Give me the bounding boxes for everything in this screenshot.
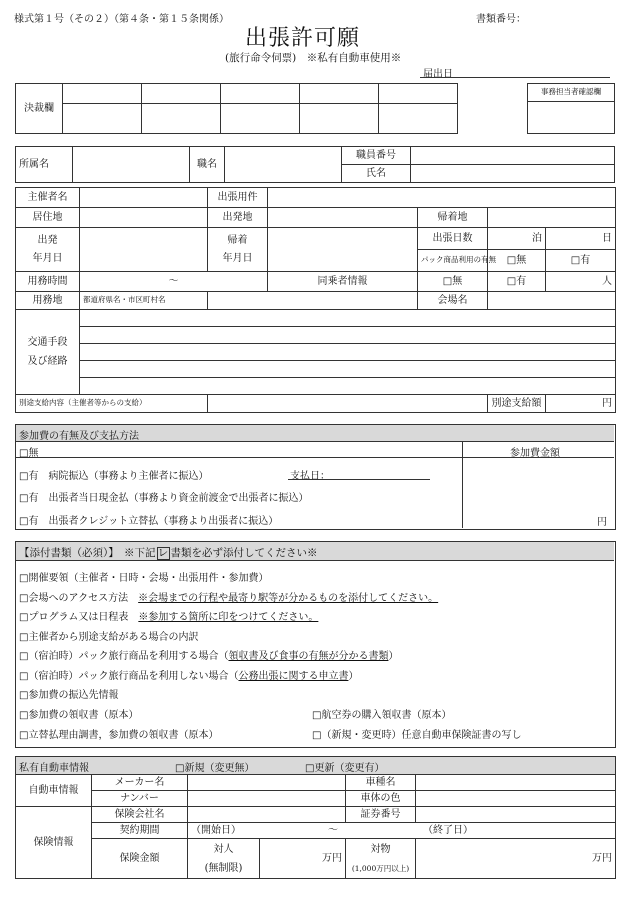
attachment-item[interactable] bbox=[19, 647, 609, 667]
business-hours-value[interactable] bbox=[80, 272, 268, 292]
separate-payment-label: 別途支給内容（主催者等からの支給） bbox=[16, 395, 208, 413]
attachment-item-note: 公務出張に関する申立書 bbox=[238, 670, 349, 682]
staff-table bbox=[15, 146, 615, 183]
property-label-1: 対物 bbox=[370, 843, 391, 855]
route-line[interactable] bbox=[80, 361, 616, 378]
destination-hint: 都道府県名・市区町村名 bbox=[80, 292, 208, 310]
check-mark-icon: レ bbox=[157, 547, 169, 559]
fee-option-transfer[interactable]: □有 病院振込（事務より主催者に振込） bbox=[19, 471, 209, 482]
approval-cell[interactable] bbox=[300, 104, 379, 134]
attach-reimburse[interactable]: □立替払理由調書，参加費の領収書（原本） bbox=[19, 730, 219, 741]
fee-divider bbox=[462, 441, 463, 528]
companion-label: 同乗者情報 bbox=[268, 272, 418, 292]
attach-flight[interactable]: □航空券の購入領収書（原本） bbox=[312, 710, 452, 721]
venue-value[interactable] bbox=[488, 292, 616, 310]
bodily-man-yen: 万円 bbox=[322, 852, 342, 864]
attachment-item[interactable] bbox=[19, 608, 609, 628]
attachment-item[interactable] bbox=[19, 686, 609, 706]
page-subtitle: (旅行命令伺票) ※私有自動車使用※ bbox=[225, 52, 402, 64]
doc-number-label: 書類番号： bbox=[476, 14, 526, 25]
approval-cell[interactable] bbox=[63, 84, 142, 104]
fee-amount-label: 参加費金額 bbox=[510, 448, 560, 459]
model-value[interactable] bbox=[416, 775, 616, 791]
approval-table bbox=[15, 83, 458, 134]
person-unit: 人 bbox=[602, 275, 612, 287]
package-yes-checkbox[interactable]: □有 bbox=[546, 250, 616, 272]
return-date-label-2: 年月日 bbox=[222, 252, 253, 264]
companion-yes-checkbox[interactable]: □有 bbox=[488, 272, 546, 292]
car-table bbox=[15, 774, 616, 879]
companion-no-checkbox[interactable]: □無 bbox=[418, 272, 488, 292]
property-label-2: (1,000万円以上) bbox=[351, 863, 410, 873]
residence-value[interactable] bbox=[80, 208, 208, 228]
approval-cell[interactable] bbox=[300, 84, 379, 104]
submission-date-label: 届出日 bbox=[423, 69, 453, 80]
attachment-item-text: □参加費の振込先情報 bbox=[19, 690, 119, 701]
position-value[interactable] bbox=[225, 147, 342, 183]
period-value[interactable] bbox=[188, 823, 616, 839]
route-line[interactable] bbox=[80, 310, 616, 327]
package-no-checkbox[interactable]: □無 bbox=[488, 250, 546, 272]
approval-cell[interactable] bbox=[221, 104, 300, 134]
attachments-header bbox=[19, 545, 318, 560]
venue-label: 会場名 bbox=[418, 292, 488, 310]
color-label: 車体の色 bbox=[346, 791, 416, 807]
separate-amount-value[interactable] bbox=[546, 395, 616, 413]
amount-label: 保険金額 bbox=[92, 839, 188, 879]
attachments-header-part2: 書類を必ず添付してください※ bbox=[170, 547, 318, 559]
attachment-item-note: ※会場までの行程や最寄り駅等が分かるものを添付してください。 bbox=[138, 592, 439, 604]
attachment-item-suffix: ） bbox=[388, 651, 399, 662]
attach-insurance-copy[interactable]: □（新規・変更時）任意自動車保険証書の写し bbox=[312, 730, 522, 741]
attachment-item-text: □プログラム又は日程表 bbox=[19, 612, 139, 623]
separate-amount-label: 別途支給額 bbox=[488, 395, 546, 413]
employee-no-label: 職員番号 bbox=[342, 147, 411, 165]
route-line[interactable] bbox=[80, 378, 616, 395]
period-tilde: 〜 bbox=[328, 825, 338, 836]
property-amount[interactable] bbox=[416, 839, 616, 879]
return-date-label-1: 帰着 bbox=[227, 234, 248, 246]
purpose-value[interactable] bbox=[268, 188, 616, 208]
form-number: 様式第１号（その２）（第４条・第１５条関係） bbox=[14, 14, 229, 25]
departure-date-label-2: 年月日 bbox=[32, 252, 63, 264]
policy-no-value[interactable] bbox=[416, 807, 616, 823]
departure-place-value[interactable] bbox=[268, 208, 418, 228]
route-label bbox=[16, 310, 80, 395]
business-hours-tilde: 〜 bbox=[168, 275, 179, 287]
submission-date-underline bbox=[420, 77, 610, 78]
residence-label: 居住地 bbox=[16, 208, 80, 228]
approval-cell[interactable] bbox=[379, 84, 458, 104]
fee-option-credit[interactable]: □有 出張者クレジット立替払（事務より出張者に振込） bbox=[19, 516, 279, 527]
period-label: 契約期間 bbox=[92, 823, 188, 839]
bodily-amount[interactable] bbox=[260, 839, 346, 879]
property-label bbox=[346, 839, 416, 879]
fee-pay-date-underline bbox=[288, 479, 430, 480]
route-line[interactable] bbox=[80, 327, 616, 344]
car-new-checkbox[interactable]: □新規（変更無） bbox=[175, 763, 255, 774]
bodily-label-1: 対人 bbox=[213, 843, 234, 855]
period-end-label: （終了日） bbox=[423, 825, 473, 836]
route-label-1: 交通手段 bbox=[27, 337, 68, 348]
days-unit: 日 bbox=[602, 232, 612, 244]
period-start-label: （開始日） bbox=[191, 824, 241, 836]
attachment-item-text: □会場へのアクセス方法 bbox=[19, 592, 139, 604]
bodily-label-2: (無制限) bbox=[204, 862, 243, 874]
attachment-item[interactable] bbox=[19, 667, 609, 687]
attachment-item[interactable] bbox=[19, 628, 609, 648]
route-label-2: 及び経路 bbox=[27, 356, 68, 367]
model-label: 車種名 bbox=[346, 775, 416, 791]
department-value[interactable] bbox=[73, 147, 190, 183]
business-hours-label: 用務時間 bbox=[16, 272, 80, 292]
attachments-list bbox=[19, 569, 609, 706]
name-label: 氏名 bbox=[342, 165, 411, 183]
nights-unit: 泊 bbox=[532, 232, 542, 244]
attachment-item-text: □（宿泊時）パック旅行商品を利用する場合（ bbox=[19, 651, 229, 662]
confirm-label: 事務担当者確認欄 bbox=[528, 84, 615, 102]
attachments-header-part1: 【添付書類（必須）】 ※下記 bbox=[19, 547, 156, 559]
departure-date-value[interactable] bbox=[80, 228, 208, 272]
destination-label: 用務地 bbox=[16, 292, 80, 310]
approval-cell[interactable] bbox=[142, 104, 221, 134]
return-place-value[interactable] bbox=[488, 208, 616, 228]
number-label: ナンバー bbox=[92, 791, 188, 807]
attach-receipt[interactable]: □参加費の領収書（原本） bbox=[19, 710, 139, 721]
fee-option-cash[interactable]: □有 出張者当日現金払（事務より資金前渡金で出張者に振込） bbox=[19, 493, 309, 504]
trip-table bbox=[15, 187, 616, 413]
attachment-item-text: □主催者から別途支給がある場合の内訳 bbox=[19, 631, 199, 643]
approval-cell[interactable] bbox=[63, 104, 142, 134]
approval-label: 決裁欄 bbox=[16, 84, 63, 134]
nights-field[interactable] bbox=[488, 228, 546, 250]
confirm-cell[interactable] bbox=[528, 102, 615, 134]
days-label: 出張日数 bbox=[418, 228, 488, 250]
approval-cell[interactable] bbox=[221, 84, 300, 104]
return-date-label bbox=[208, 228, 268, 272]
attachment-item-suffix: ） bbox=[348, 670, 359, 682]
route-line[interactable] bbox=[80, 344, 616, 361]
vehicle-info-label: 自動車情報 bbox=[16, 775, 92, 807]
purpose-label: 出張用件 bbox=[208, 188, 268, 208]
insurer-value[interactable] bbox=[188, 807, 346, 823]
package-label: パック商品利用の有無 bbox=[418, 250, 488, 272]
return-date-value[interactable] bbox=[268, 228, 418, 272]
page-title: 出張許可願 bbox=[245, 26, 361, 51]
name-value[interactable] bbox=[411, 165, 615, 183]
days-field[interactable] bbox=[546, 228, 616, 250]
car-update-checkbox[interactable]: □更新（変更有） bbox=[305, 763, 385, 774]
separate-payment-value[interactable] bbox=[208, 395, 488, 413]
organizer-label: 主催者名 bbox=[16, 188, 80, 208]
fee-header: 参加費の有無及び支払方法 bbox=[19, 431, 139, 442]
insurance-info-label: 保険情報 bbox=[16, 807, 92, 879]
companion-count[interactable] bbox=[546, 272, 616, 292]
fee-pay-date-label: 支払日： bbox=[290, 471, 330, 482]
departure-date-label bbox=[16, 228, 80, 272]
attachment-item-note: ※参加する箇所に印をつけてください。 bbox=[138, 612, 319, 623]
car-header: 私有自動車情報 bbox=[19, 763, 89, 774]
fee-yen: 円 bbox=[597, 517, 607, 528]
separate-amount-yen: 円 bbox=[602, 397, 612, 409]
confirm-table bbox=[527, 83, 615, 134]
policy-no-label: 証券番号 bbox=[346, 807, 416, 823]
bodily-label bbox=[188, 839, 260, 879]
fee-none-checkbox[interactable]: □無 bbox=[19, 448, 39, 459]
color-value[interactable] bbox=[416, 791, 616, 807]
attachment-item[interactable] bbox=[19, 569, 609, 589]
approval-cell[interactable] bbox=[142, 84, 221, 104]
return-place-label: 帰着地 bbox=[418, 208, 488, 228]
approval-cell[interactable] bbox=[379, 104, 458, 134]
destination-value[interactable] bbox=[208, 292, 418, 310]
attachment-item[interactable] bbox=[19, 589, 609, 609]
insurer-label: 保険会社名 bbox=[92, 807, 188, 823]
maker-value[interactable] bbox=[188, 775, 346, 791]
attachment-item-note: 領収書及び食事の有無が分かる書類 bbox=[228, 651, 389, 662]
number-value[interactable] bbox=[188, 791, 346, 807]
organizer-value[interactable] bbox=[80, 188, 208, 208]
departure-place-label: 出発地 bbox=[208, 208, 268, 228]
attachment-item-text: □（宿泊時）パック旅行商品を利用しない場合（ bbox=[19, 670, 239, 682]
employee-no-value[interactable] bbox=[411, 147, 615, 165]
property-man-yen: 万円 bbox=[592, 852, 612, 864]
attachment-item-text: □開催要領（主催者・日時・会場・出張用件・参加費） bbox=[19, 573, 269, 584]
departure-date-label-1: 出発 bbox=[37, 234, 58, 246]
position-label: 職名 bbox=[190, 147, 225, 183]
maker-label: メーカー名 bbox=[92, 775, 188, 791]
department-label: 所属名 bbox=[16, 147, 73, 183]
